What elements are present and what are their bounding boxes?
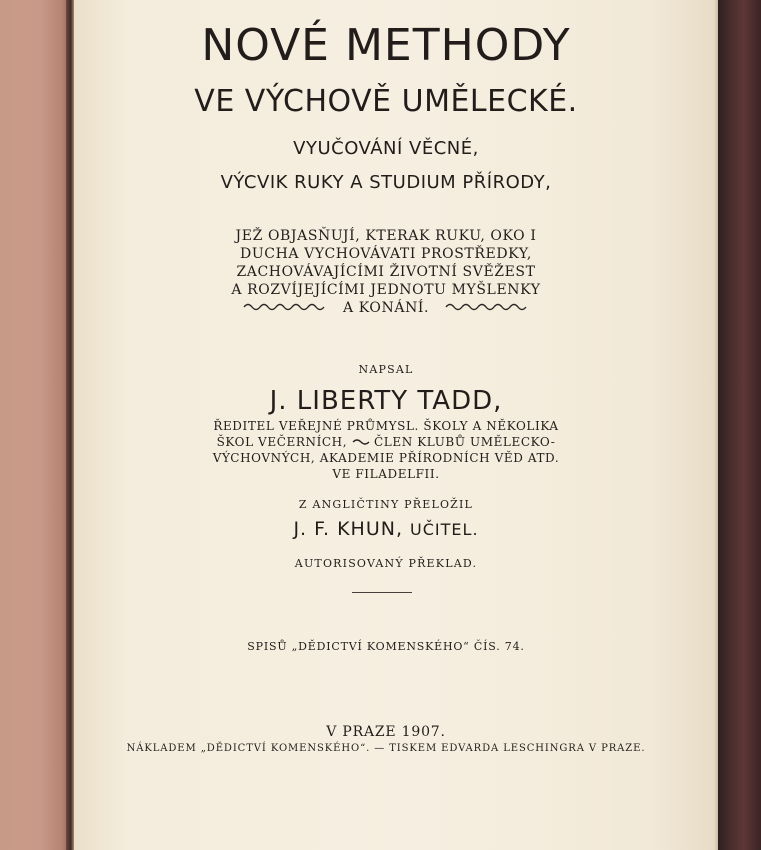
- description-line2: DUCHA VYCHOVÁVATI PROSTŘEDKY,: [240, 246, 532, 262]
- author-label: NAPSAL: [358, 363, 414, 376]
- translator-name: J. F. KHUN,: [293, 518, 403, 540]
- author-info-line4: VE FILADELFII.: [332, 467, 440, 481]
- publisher-imprint: NÁKLADEM „DĚDICTVÍ KOMENSKÉHO“. — TISKEM EDVARDA LESCHINGRA V PRAZE.: [126, 743, 646, 754]
- book-title-line2: VE VÝCHOVĚ UMĚLECKÉ.: [194, 84, 578, 119]
- description-line5: [74, 300, 698, 316]
- author-info-line3: VÝCHOVNÝCH, AKADEMIE PŘÍRODNÍCH VĚD ATD.: [212, 451, 560, 465]
- book-title-line1: NOVÉ METHODY: [201, 20, 571, 71]
- ornament-small-icon: [352, 435, 374, 449]
- description-line3: ZACHOVÁVAJÍCÍMI ŽIVOTNÍ SVĚŽEST: [236, 264, 536, 280]
- author-name: J. LIBERTY TADD,: [269, 386, 503, 416]
- ornament-right-icon: [444, 301, 530, 316]
- translator-role: UČITEL.: [410, 520, 479, 539]
- description-line5-text: A KONÁNÍ.: [342, 300, 430, 316]
- description-line4: A ROZVÍJEJÍCÍMI JEDNOTU MYŠLENKY: [231, 282, 541, 298]
- translation-label: Z ANGLIČTINY PŘELOŽIL: [298, 498, 474, 511]
- author-info-line2-a: ŠKOL VEČERNÍCH,: [216, 435, 348, 449]
- subtitle-line1: VYUČOVÁNÍ VĚCNÉ,: [293, 138, 479, 159]
- book-cover-edge: [0, 0, 72, 850]
- authorized-translation-note: AUTORISOVANÝ PŘEKLAD.: [294, 557, 478, 570]
- book-spine-edge: [66, 0, 74, 850]
- translator-line: [74, 518, 698, 540]
- ornament-left-icon: [242, 301, 333, 316]
- description-line1: JEŽ OBJASŇUJÍ, KTERAK RUKU, OKO I: [235, 228, 537, 244]
- author-info-line1: ŘEDITEL VEŘEJNÉ PRŮMYSL. ŠKOLY A NĚKOLIKA: [213, 419, 559, 433]
- author-info-line2: [74, 435, 698, 449]
- book-right-edge: [718, 0, 761, 850]
- place-year: V PRAZE 1907.: [326, 724, 446, 740]
- series-info: SPISŮ „DĚDICTVÍ KOMENSKÉHO“ ČÍS. 74.: [247, 640, 525, 653]
- subtitle-line2: VÝCVIK RUKY A STUDIUM PŘÍRODY,: [220, 172, 552, 193]
- author-info-line2-b: ČLEN KLUBŮ UMĚLECKO-: [374, 435, 556, 449]
- divider: [352, 592, 412, 594]
